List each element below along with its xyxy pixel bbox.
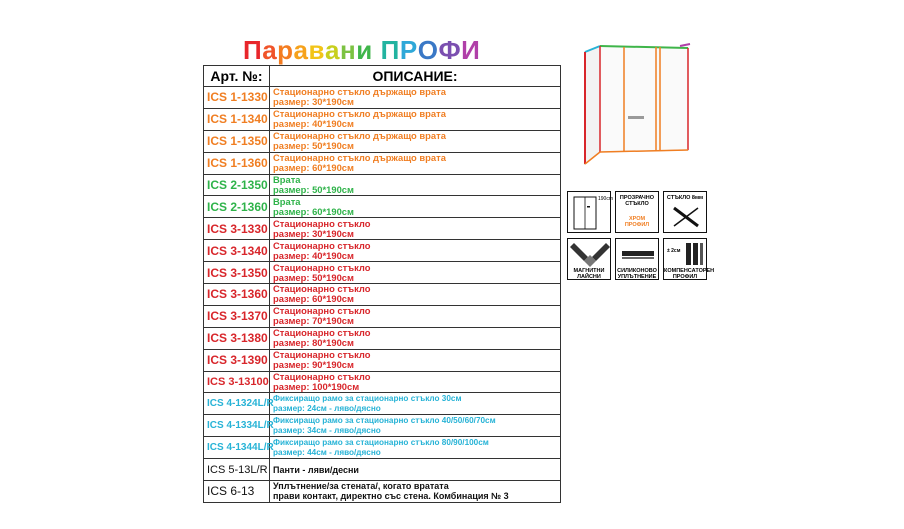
table-row: [204, 371, 561, 393]
table-row: [204, 262, 561, 284]
title-letter: р: [277, 35, 294, 65]
description: [270, 262, 561, 284]
header-article: Арт. №:: [204, 66, 270, 87]
title-letter: П: [380, 35, 400, 65]
description-line-2: размер: 50*190см: [273, 140, 354, 152]
article-number: ICS 3-1340: [204, 240, 270, 262]
article-number: ICS 4-1324L/R: [204, 393, 270, 415]
description-line-1: Уплътнение/за стената/, когато вратата: [273, 481, 449, 492]
description-line-2: размер: 40*190см: [273, 118, 354, 130]
description-line-1: Стационарно стъкло държащо врата: [273, 130, 446, 142]
table-row: [204, 87, 561, 109]
title-letter: а: [325, 35, 340, 65]
title-letter: н: [339, 35, 357, 65]
article-number: ICS 4-1334L/R: [204, 415, 270, 437]
description: [270, 349, 561, 371]
table-row: [204, 284, 561, 306]
article-number: ICS 2-1350: [204, 174, 270, 196]
header-description: ОПИСАНИЕ:: [270, 66, 561, 87]
article-number: ICS 1-1340: [204, 108, 270, 130]
description: [270, 152, 561, 174]
description-line-2: размер: 60*190см: [273, 293, 354, 305]
table-row: [204, 196, 561, 218]
table-row: [204, 152, 561, 174]
description-line-1: Фиксиращо рамо за стационарно стъкло 30см: [273, 394, 462, 404]
description: [270, 327, 561, 349]
table-row: [204, 393, 561, 415]
transparent-glass-chrome-icon: ПРОЗРАЧНО СТЪКЛО ХРОМ ПРОФИЛ: [615, 191, 659, 233]
article-number: ICS 1-1330: [204, 87, 270, 109]
article-number: ICS 3-1380: [204, 327, 270, 349]
table-row: [204, 459, 561, 481]
description-line-2: размер: 60*190см: [273, 162, 354, 174]
description: [270, 174, 561, 196]
article-number: ICS 3-1330: [204, 218, 270, 240]
title-letter: И: [461, 35, 481, 65]
article-number: ICS 5-13L/R: [204, 459, 270, 481]
description: [270, 240, 561, 262]
description-line-2: размер: 24см - ляво/дясно: [273, 403, 381, 413]
title-letter: П: [243, 35, 263, 65]
title-letter: Р: [399, 35, 418, 65]
table-row: [204, 415, 561, 437]
description-line-2: размер: 70*190см: [273, 315, 354, 327]
description: [270, 459, 561, 481]
table-row: [204, 130, 561, 152]
description-line-2: размер: 44см - ляво/дясно: [273, 447, 381, 457]
description-line-1: Стационарно стъкло: [273, 327, 371, 339]
description-line-1: Стационарно стъкло: [273, 371, 371, 383]
title-letter: в: [308, 35, 325, 65]
table-row: [204, 305, 561, 327]
description-line-1: Стационарно стъкло: [273, 239, 371, 251]
description-line-2: прави контакт, директно със стена. Комбинация № 3: [273, 491, 509, 502]
description-line-1: Стационарно стъкло: [273, 217, 371, 229]
title-letter: а: [293, 35, 309, 65]
description-line-2: размер: 40*190см: [273, 249, 354, 261]
description: [270, 481, 561, 503]
table-row: [204, 218, 561, 240]
description: [270, 393, 561, 415]
description: [270, 305, 561, 327]
article-number: ICS 3-1350: [204, 262, 270, 284]
description-line-1: Врата: [273, 195, 301, 207]
page-title: [243, 35, 480, 66]
description: [270, 284, 561, 306]
table-row: [204, 481, 561, 503]
description-line-1: Стационарно стъкло: [273, 349, 371, 361]
table-header-row: [204, 66, 561, 87]
description-line-1: Панти - ляви/десни: [273, 464, 359, 475]
table-row: [204, 240, 561, 262]
title-letter: а: [262, 35, 278, 65]
description: [270, 196, 561, 218]
article-number: ICS 3-1390: [204, 349, 270, 371]
shower-enclosure-illustration: [580, 44, 695, 174]
description-line-2: размер: 100*190см: [273, 381, 360, 393]
description: [270, 218, 561, 240]
article-number: ICS 1-1360: [204, 152, 270, 174]
silicone-seal-icon: СИЛИКОНОВО УПЛЪТНЕНИЕ: [615, 238, 659, 280]
description-line-1: Стационарно стъкло държащо врата: [273, 86, 446, 98]
description-line-2: размер: 34см - ляво/дясно: [273, 425, 381, 435]
article-number: ICS 2-1360: [204, 196, 270, 218]
size-190cm-icon: 190cm: [567, 191, 611, 233]
description-line-2: размер: 30*190см: [273, 96, 354, 108]
description: [270, 415, 561, 437]
table-row: [204, 349, 561, 371]
article-number: ICS 1-1350: [204, 130, 270, 152]
article-number: ICS 3-1370: [204, 305, 270, 327]
magnetic-strips-icon: МАГНИТНИ ЛАЙСНИ: [567, 238, 611, 280]
description: [270, 87, 561, 109]
table-row: [204, 327, 561, 349]
article-number: ICS 3-1360: [204, 284, 270, 306]
description-line-2: размер: 50*190см: [273, 184, 354, 195]
article-number: ICS 4-1344L/R: [204, 437, 270, 459]
description: [270, 437, 561, 459]
description-line-1: Стационарно стъкло държащо врата: [273, 108, 446, 120]
catalog-table: [203, 65, 561, 503]
description-line-2: размер: 50*190см: [273, 271, 354, 283]
table-row: [204, 108, 561, 130]
description: [270, 108, 561, 130]
description: [270, 371, 561, 393]
glass-thickness-icon: СТЪКЛО 8мм: [663, 191, 707, 233]
description-line-1: Врата: [273, 174, 301, 185]
table-row: [204, 174, 561, 196]
description-line-1: Стационарно стъкло: [273, 305, 371, 317]
description-line-2: размер: 60*190см: [273, 205, 354, 217]
description-line-1: Фиксиращо рамо за стационарно стъкло 40/50/60/70см: [273, 416, 496, 426]
title-letter: Ф: [438, 35, 462, 65]
title-letter: и: [356, 35, 373, 65]
description-line-2: размер: 90*190см: [273, 359, 354, 371]
compensating-profile-icon: ± 2см КОМПЕНСАТОРЕН ПРОФИЛ: [663, 238, 707, 280]
description-line-2: размер: 30*190см: [273, 227, 354, 239]
description-line-1: Стационарно стъкло: [273, 283, 371, 295]
description-line-1: Фиксиращо рамо за стационарно стъкло 80/90/100см: [273, 438, 489, 448]
description-line-1: Стационарно стъкло: [273, 261, 371, 273]
title-letter: О: [417, 35, 439, 65]
description-line-2: размер: 80*190см: [273, 337, 354, 349]
table-row: [204, 437, 561, 459]
article-number: ICS 3-13100: [204, 371, 270, 393]
description: [270, 130, 561, 152]
description-line-1: Стационарно стъкло държащо врата: [273, 152, 446, 164]
article-number: ICS 6-13: [204, 481, 270, 503]
